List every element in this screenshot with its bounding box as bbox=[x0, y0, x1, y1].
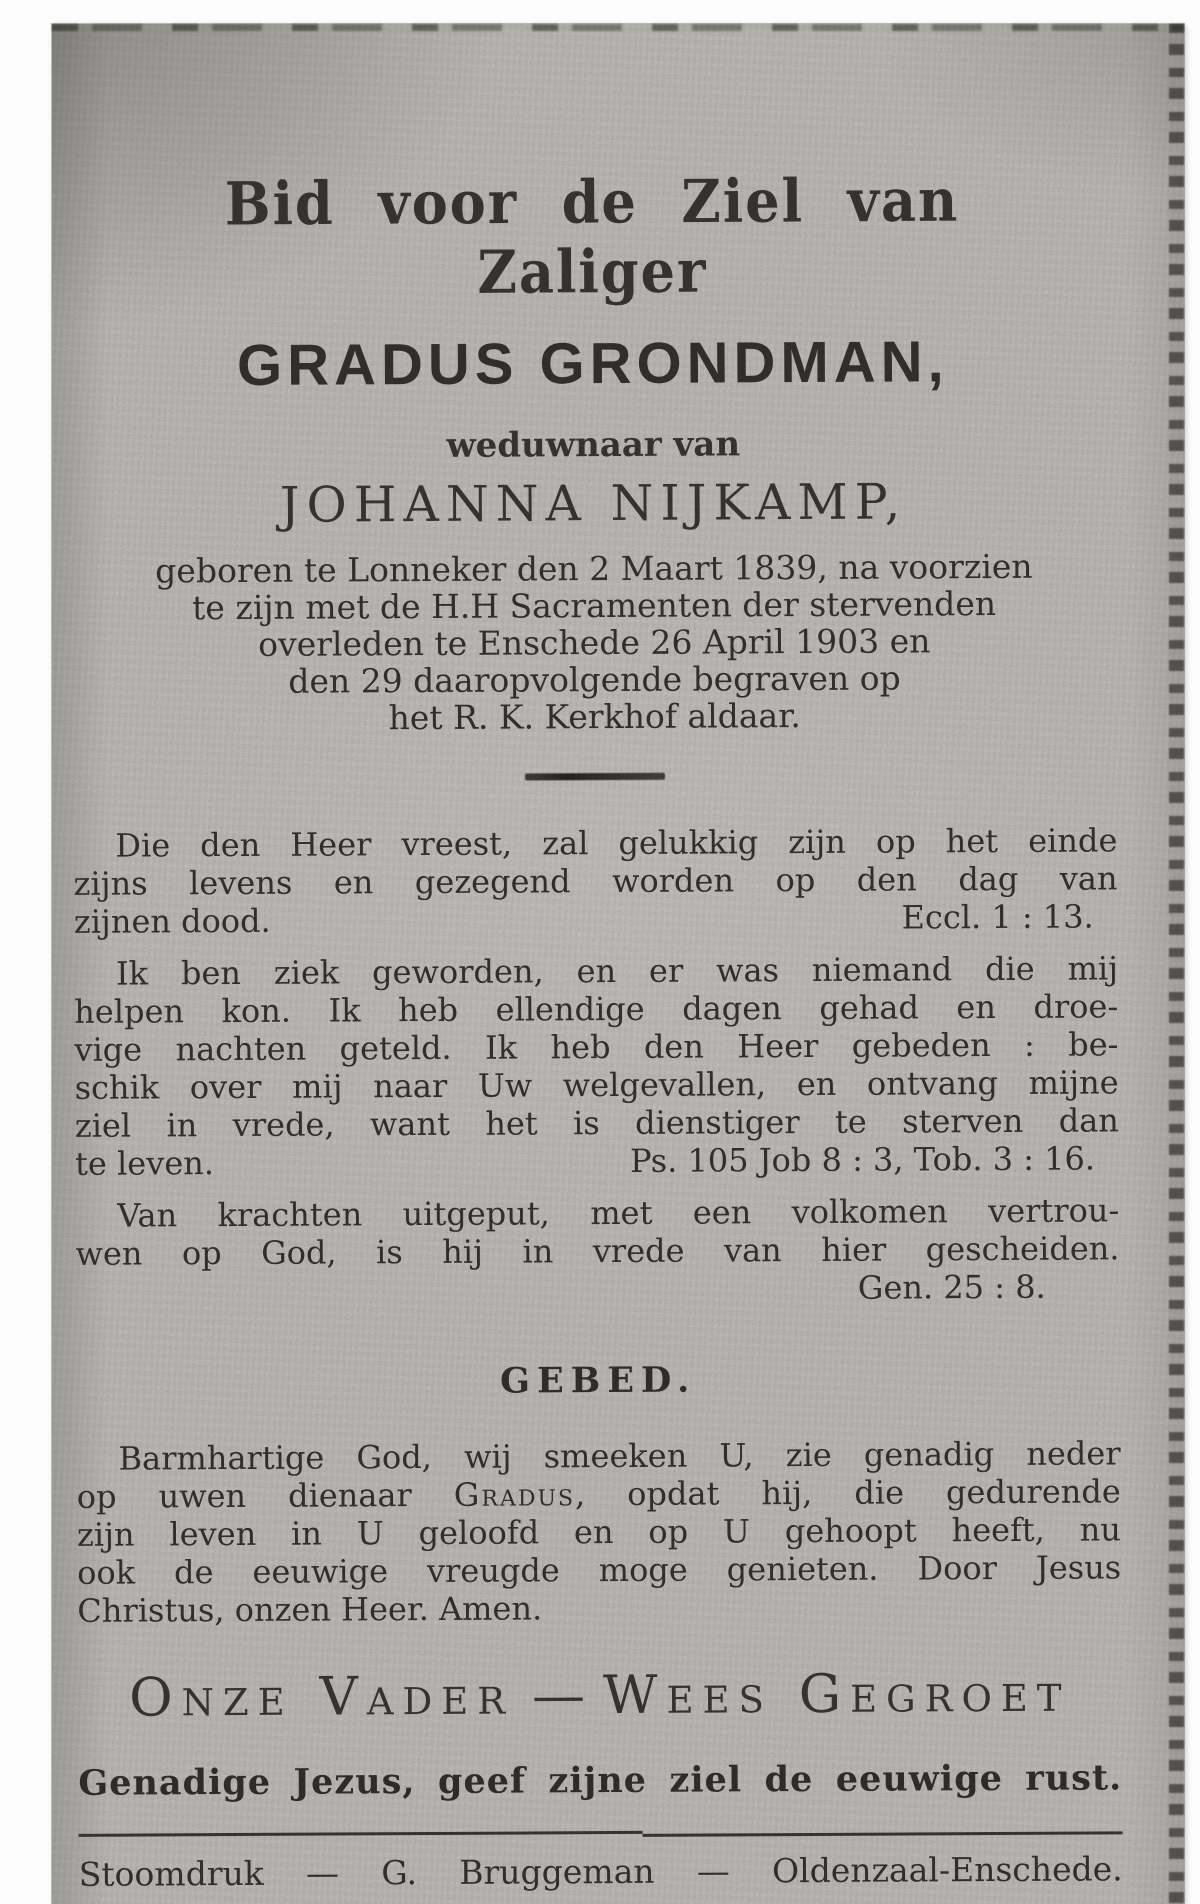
prayer-paragraph bbox=[76, 1434, 1121, 1629]
prayer-line-post: , opdat hij, die gedurende bbox=[574, 1472, 1121, 1514]
vitae-block bbox=[72, 547, 1117, 737]
scripture-quote-1 bbox=[73, 821, 1118, 940]
invocation-dash: — bbox=[531, 1665, 586, 1727]
rule-segment bbox=[79, 1831, 643, 1837]
card-right-edge bbox=[1169, 24, 1184, 1904]
scripture-reference: Gen. 25 : 8. bbox=[857, 1267, 1046, 1307]
scripture-reference: Eccl. 1 : 13. bbox=[901, 897, 1094, 937]
quote-line: vige nachten geteld. Ik heb den Heer gebeden : be- bbox=[74, 1025, 1119, 1069]
prayer-line: Barmhartige God, wij smeeken U, zie genadig neder bbox=[118, 1434, 1121, 1478]
quote-line: Van krachten uitgeput, met een volkomen vertrou- bbox=[117, 1191, 1120, 1235]
prayer-line: zijn leven in U geloofd en op U gehoopt heeft, nu bbox=[76, 1510, 1122, 1554]
quote-last-words: te leven. bbox=[74, 1144, 215, 1183]
scripture-quote-2 bbox=[74, 949, 1119, 1182]
vitae-line: den 29 daaropvolgende begraven op bbox=[288, 658, 901, 701]
quote-line: Ik ben ziek geworden, en er was niemand die mij bbox=[115, 949, 1119, 993]
prayer-heading: GEBED. bbox=[500, 1359, 697, 1402]
quote-line: wen op God, is hij in vrede van hier gescheiden. bbox=[75, 1229, 1120, 1273]
vitae-line: het R. K. Kerkhof aldaar. bbox=[388, 696, 801, 738]
deceased-first-name: Gradus bbox=[453, 1475, 576, 1514]
quote-last-words: zijnen dood. bbox=[73, 901, 271, 941]
invocation-our-father: Onze Vader bbox=[128, 1665, 515, 1729]
vitae-line: geboren te Lonneker den 2 Maart 1839, na voorzien bbox=[155, 546, 1033, 591]
memorial-card bbox=[52, 24, 1184, 1904]
spouse-name: JOHANNA NIJKAMP, bbox=[279, 473, 908, 534]
invocation-hail-mary: Wees Gegroet bbox=[602, 1662, 1071, 1727]
scripture-quote-3 bbox=[75, 1191, 1120, 1310]
prayer-line: ook de eeuwige vreugde moge genieten. Door Jesus bbox=[77, 1548, 1122, 1592]
rule-segment bbox=[642, 1831, 1122, 1837]
prayer-line-pre: op uwen dienaar bbox=[76, 1475, 454, 1516]
card-header-line: Bid voor de Ziel van Zaliger bbox=[224, 165, 960, 308]
quote-line: ziel in vrede, want het is dienstiger te sterven dan bbox=[74, 1101, 1119, 1145]
plea-line: Genadige Jezus, geef zijne ziel de eeuwige rust. bbox=[78, 1757, 1123, 1804]
prayer-line bbox=[77, 1472, 1121, 1515]
card-top-edge bbox=[52, 24, 1184, 31]
invocation-line bbox=[78, 1662, 1122, 1728]
quote-line: schik over mij naar Uw welgevallen, en ontvang mijne bbox=[74, 1063, 1119, 1107]
quote-line: Die den Heer vreest, zal gelukkig zijn op het einde bbox=[115, 821, 1118, 865]
deceased-name: GRADUS GRONDMAN, bbox=[236, 329, 949, 398]
quote-line: helpen kon. Ik heb ellendige dagen gehad en droe- bbox=[74, 987, 1119, 1031]
imprint-rule bbox=[79, 1828, 1123, 1836]
quote-line: zijns levens en gezegend worden op den dag van bbox=[73, 859, 1118, 903]
vitae-line: overleden te Enschede 26 April 1903 en bbox=[258, 621, 931, 664]
quote-ref-line bbox=[75, 1139, 1119, 1182]
relation-line: weduwnaar van bbox=[446, 424, 741, 466]
vitae-line: te zijn met de H.H Sacramenten der stervenden bbox=[192, 584, 997, 628]
printer-imprint-line: Stoomdruk — G. Bruggeman — Oldenzaal-Enschede. bbox=[78, 1849, 1123, 1894]
scripture-reference: Ps. 105 Job 8 : 3, Tob. 3 : 16. bbox=[629, 1139, 1096, 1180]
section-divider bbox=[525, 773, 665, 781]
card-content bbox=[47, 21, 1189, 1904]
quote-ref-line bbox=[74, 897, 1118, 940]
prayer-line: Christus, onzen Heer. Amen. bbox=[77, 1589, 543, 1630]
